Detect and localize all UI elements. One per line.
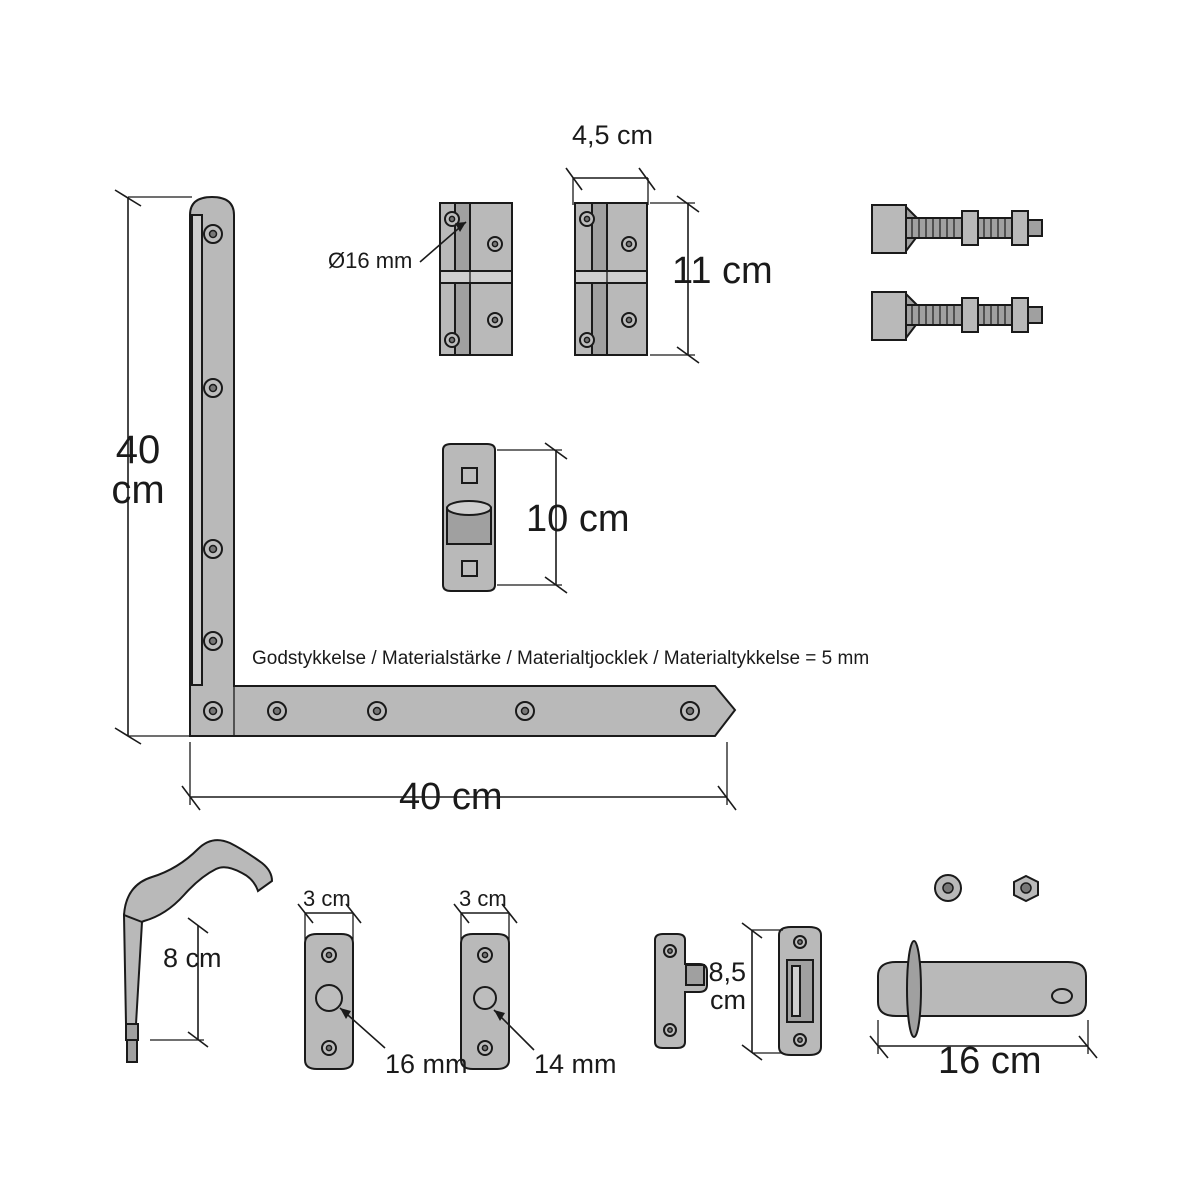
gate-bar	[878, 941, 1086, 1037]
dim-plate-b-width-label: 3 cm	[459, 886, 507, 911]
dim-hinge-width-label: 4,5 cm	[572, 120, 654, 150]
dim-latch-height-value-2: cm	[710, 985, 746, 1016]
dim-latch-height-value-1: 8,5	[708, 957, 746, 987]
dim-hook-height-label: 8 cm	[163, 943, 222, 973]
plate-14mm	[461, 934, 534, 1069]
pin-plate	[443, 444, 495, 591]
latch-plate	[779, 927, 821, 1055]
dim-latch-height	[742, 923, 783, 1060]
dim-latch-height-label	[700, 958, 746, 1015]
dim-plate-a-width-label: 3 cm	[303, 886, 351, 911]
washer	[935, 875, 961, 901]
dim-bar-length-label: 16 cm	[938, 1040, 1042, 1082]
nut	[1014, 876, 1038, 901]
dim-hinge-height-label: 11 cm	[672, 250, 773, 292]
material-thickness-note: Godstykkelse / Materialstärke / Materialtjocklek / Materialtykkelse = 5 mm	[252, 648, 870, 669]
hinge-left	[440, 203, 512, 355]
dim-bracket-height-value-2: cm	[111, 468, 165, 512]
bolt-upper	[872, 205, 1042, 253]
dim-plate-b-hole-label: 14 mm	[534, 1049, 617, 1079]
bolt-lower	[872, 292, 1042, 340]
dim-bracket-length-label: 40 cm	[399, 776, 503, 818]
dim-plate-a-hole-label: 16 mm	[385, 1049, 468, 1079]
dim-bracket-height-label	[103, 430, 173, 510]
dim-hook-height	[150, 918, 208, 1047]
dim-hole-diameter-label: Ø16 mm	[328, 248, 413, 273]
hinge-right	[575, 203, 647, 355]
dim-bracket-height-value-1: 40	[115, 428, 161, 472]
plate-16mm	[305, 934, 385, 1069]
dim-hinge-width	[566, 168, 655, 205]
dim-pin-plate-height-label: 10 cm	[526, 498, 630, 540]
